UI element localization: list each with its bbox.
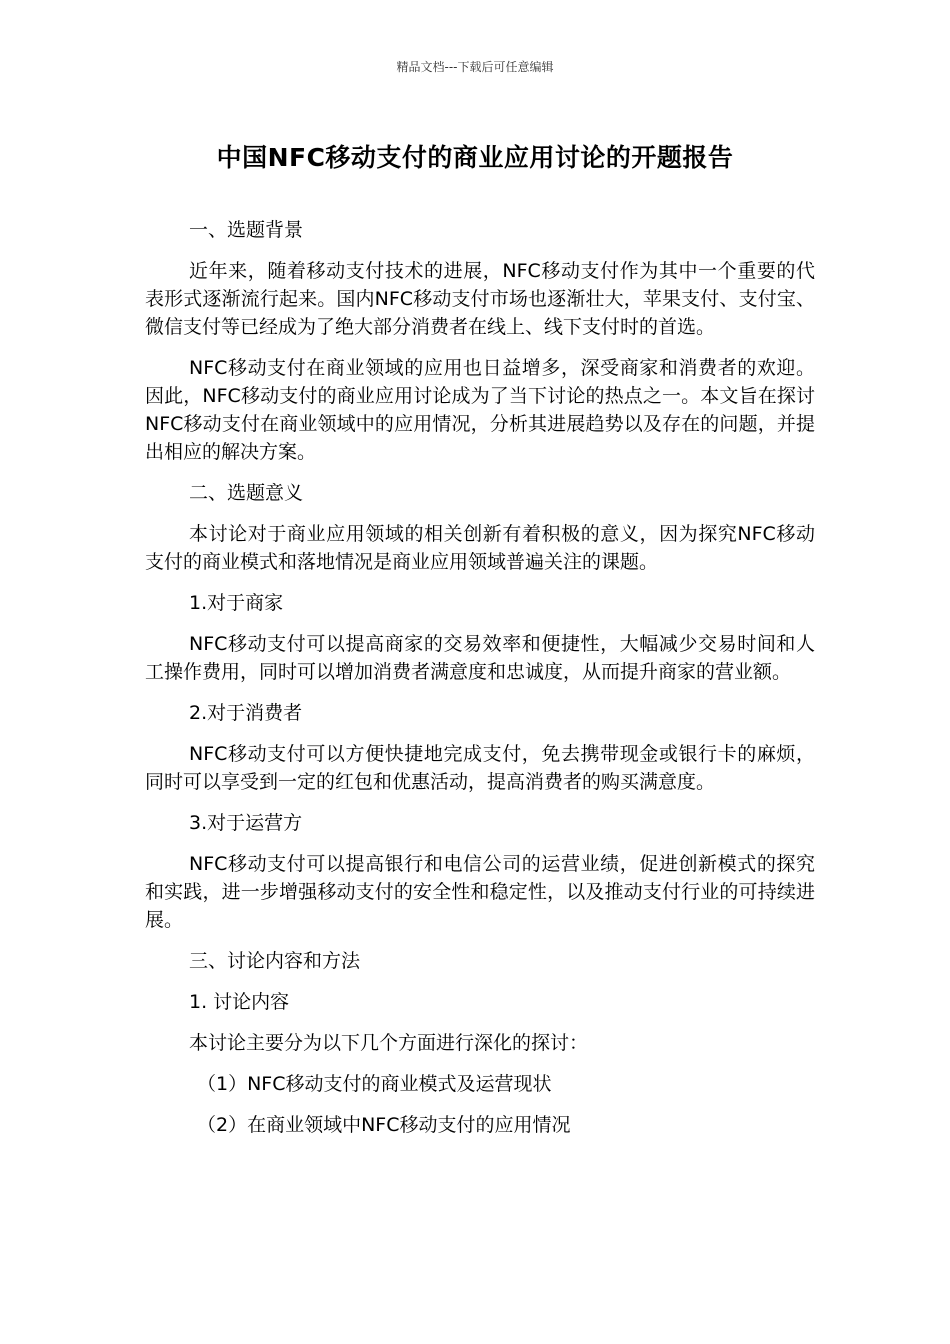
section-heading-significance: 二、选题意义 <box>189 482 304 504</box>
paragraph: 本讨论主要分为以下几个方面进行深化的探讨： <box>189 1032 589 1054</box>
document-title: 中国NFC移动支付的商业应用讨论的开题报告 <box>216 143 734 172</box>
paragraph: 本讨论对于商业应用领域的相关创新有着积极的意义，因为探究NFC移动支付的商业模式和落地情况是商业应用领域普遍关注的课题。 <box>145 523 815 573</box>
paragraph: NFC移动支付可以提高商家的交易效率和便捷性，大幅减少交易时间和人工操作费用，同时可以增加消费者满意度和忠诚度，从而提升商家的营业额。 <box>145 633 815 683</box>
paragraph: 近年来，随着移动支付技术的进展，NFC移动支付作为其中一个重要的代表形式逐渐流行起来。国内NFC移动支付市场也逐渐壮大，苹果支付、支付宝、微信支付等已经成为了绝大部分消费者在线上、线下支付时的首选。 <box>145 260 815 338</box>
page-header: 精品文档---下载后可任意编辑 <box>396 60 554 74</box>
subheading-research-content: 1. 讨论内容 <box>189 991 290 1013</box>
document-body <box>145 216 815 1152</box>
section-heading-background: 一、选题背景 <box>189 219 304 241</box>
subheading-operators: 3.对于运营方 <box>189 812 303 834</box>
paragraph: NFC移动支付在商业领域的应用也日益增多，深受商家和消费者的欢迎。因此，NFC移动支付的商业应用讨论成为了当下讨论的热点之一。本文旨在探讨NFC移动支付在商业领域中的应用情况，分析其进展趋势以及存在的问题，并提出相应的解决方案。 <box>145 357 815 463</box>
subheading-merchants: 1.对于商家 <box>189 592 284 614</box>
section-heading-content-methods: 三、讨论内容和方法 <box>189 950 361 972</box>
subheading-consumers: 2.对于消费者 <box>189 702 303 724</box>
paragraph: NFC移动支付可以提高银行和电信公司的运营业绩，促进创新模式的探究和实践，进一步增强移动支付的安全性和稳定性，以及推动支付行业的可持续进展。 <box>145 853 815 931</box>
list-item: （2）在商业领域中NFC移动支付的应用情况 <box>197 1114 571 1136</box>
paragraph: NFC移动支付可以方便快捷地完成支付，免去携带现金或银行卡的麻烦，同时可以享受到一定的红包和优惠活动，提高消费者的购买满意度。 <box>145 743 815 793</box>
list-item: （1）NFC移动支付的商业模式及运营现状 <box>197 1073 552 1095</box>
